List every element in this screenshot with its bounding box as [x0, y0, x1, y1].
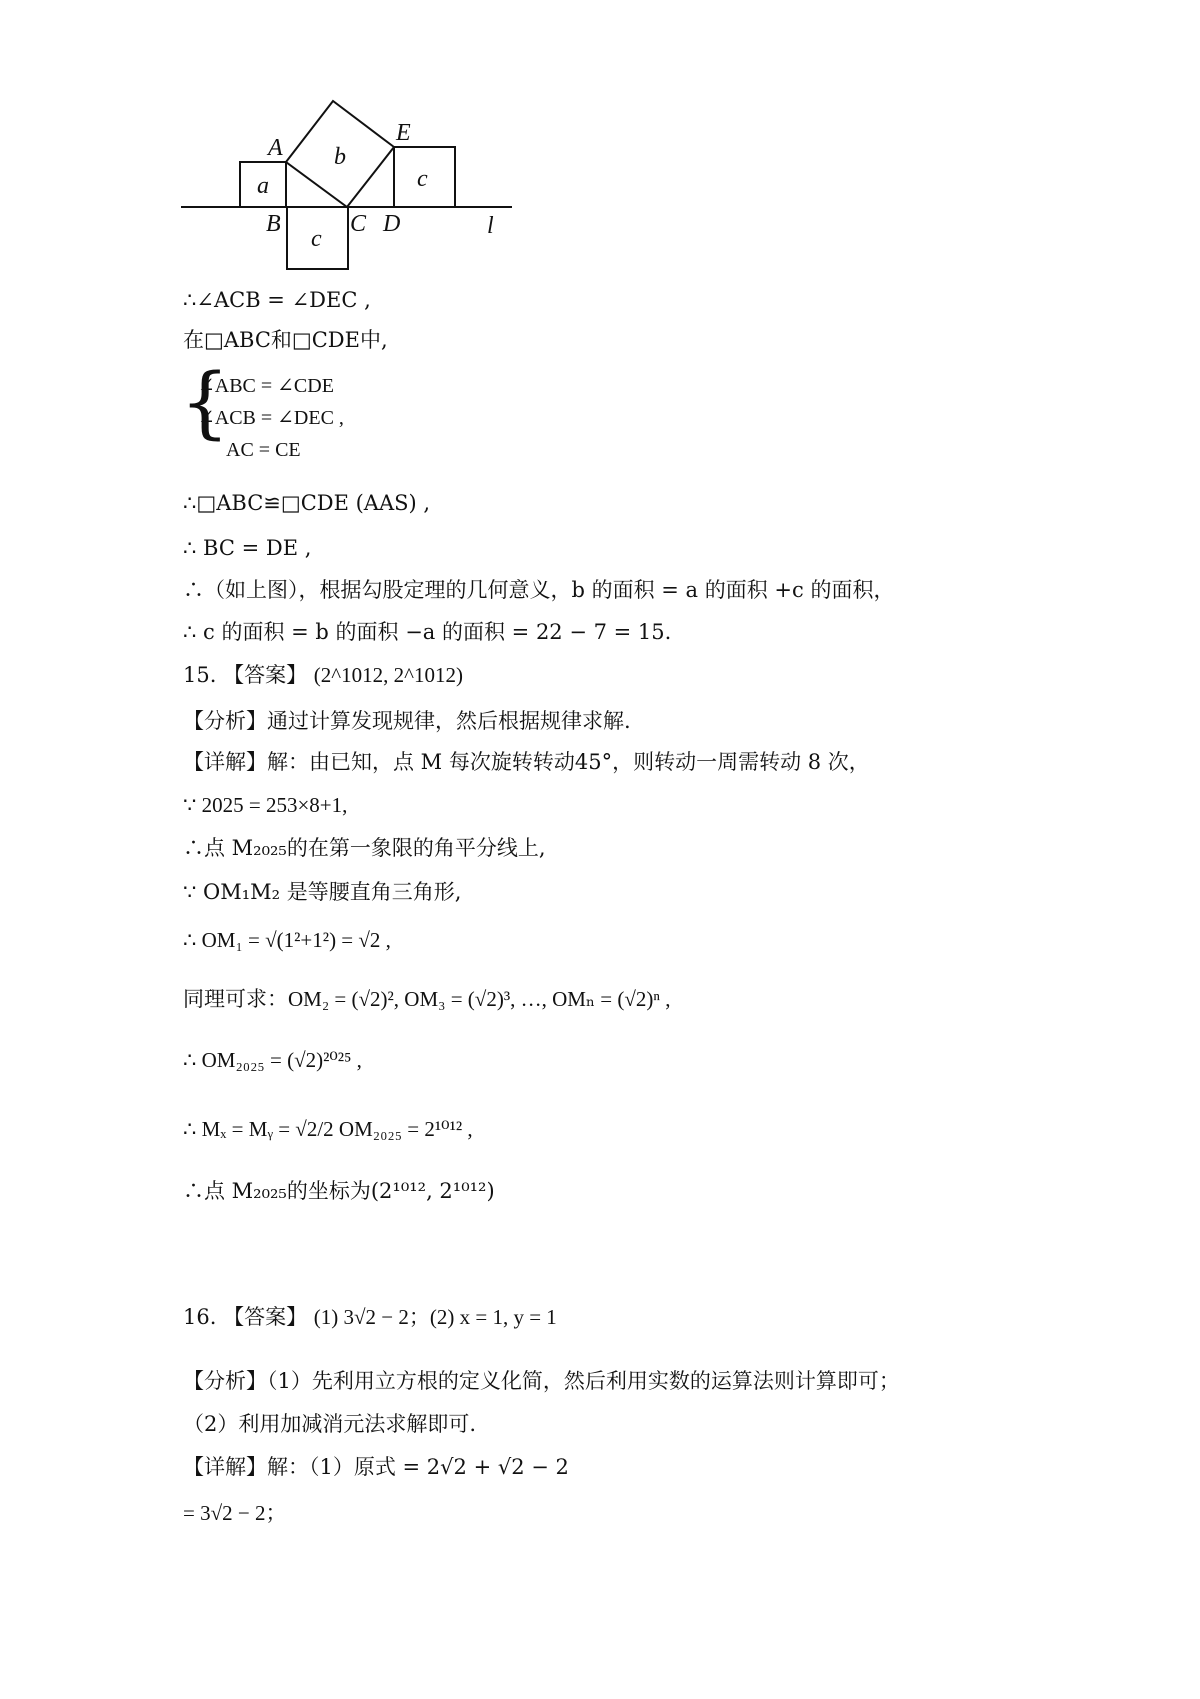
- proof-line-1: ∴∠ACB = ∠DEC ,: [183, 288, 371, 312]
- q15-line-7: ∴ Mₓ = Mᵧ = √2/2 OM₂₀₂₅ = 2¹⁰¹² ,: [183, 1117, 473, 1141]
- q15-line-4: ∴ OM₁ = √(1²+1²) = √2 ,: [183, 928, 391, 952]
- proof-line-5: ∴（如上图），根据勾股定理的几何意义，b 的面积 = a 的面积 +c 的面积，: [183, 578, 895, 602]
- q16-analysis-1: 【分析】（1）先利用立方根的定义化简，然后利用实数的运算法则计算即可；: [183, 1369, 900, 1393]
- label-C: C: [350, 211, 367, 237]
- label-E: E: [396, 120, 411, 146]
- q15-answer: (2^1012, 2^1012): [313, 663, 463, 687]
- q16-answer-prefix: 16. 【答案】: [183, 1305, 308, 1329]
- q16-result: = 3√2 − 2；: [183, 1501, 287, 1525]
- left-brace: {: [180, 358, 230, 448]
- q15-line-5: 同理可求：OM₂ = (√2)², OM₃ = (√2)³, …, OMₙ = (√2)ⁿ ,: [183, 987, 671, 1011]
- pythagoras-figure: [0, 0, 1200, 290]
- q16-detail: 【详解】解：（1）原式 = 2√2 + √2 − 2: [183, 1455, 569, 1479]
- label-b: b: [334, 144, 346, 170]
- label-l: l: [487, 213, 494, 239]
- q16-answer: (1) 3√2 − 2；(2) x = 1, y = 1: [313, 1305, 557, 1329]
- label-D: D: [383, 211, 401, 237]
- q16-analysis-2: （2）利用加减消元法求解即可.: [183, 1412, 477, 1436]
- label-c-top: c: [417, 166, 428, 192]
- q15-answer-line: [183, 660, 463, 690]
- proof-line-4: ∴ BC = DE ,: [183, 536, 312, 560]
- q15-detail: 【详解】解：由已知，点 M 每次旋转转动45°，则转动一周需转动 8 次，: [183, 750, 870, 774]
- label-B: B: [266, 211, 281, 237]
- proof-line-6: ∴ c 的面积 = b 的面积 −a 的面积 = 22 − 7 = 15.: [183, 620, 672, 644]
- label-A: A: [268, 135, 283, 161]
- q16-answer-line: [183, 1302, 557, 1332]
- q15-line-3: ∵ OM₁M₂ 是等腰直角三角形,: [183, 880, 462, 904]
- proof-line-2: 在□ABC和□CDE中,: [183, 328, 388, 352]
- q15-line-2: ∴点 M₂₀₂₅的在第一象限的角平分线上,: [183, 836, 546, 860]
- system-row-2: ∠ACB = ∠DEC ,: [198, 407, 344, 429]
- system-row-3: AC = CE: [226, 439, 301, 461]
- q15-line-1: ∵ 2025 = 253×8+1,: [183, 793, 348, 817]
- q15-analysis: 【分析】通过计算发现规律，然后根据规律求解.: [183, 709, 631, 733]
- q15-line-6: ∴ OM₂₀₂₅ = (√2)²⁰²⁵ ,: [183, 1048, 362, 1072]
- system-row-1: ∠ABC = ∠CDE: [198, 375, 334, 397]
- label-c-bottom: c: [311, 226, 322, 252]
- q15-answer-prefix: 15. 【答案】: [183, 663, 308, 687]
- label-a: a: [257, 173, 269, 199]
- q15-line-8: ∴点 M₂₀₂₅的坐标为(2¹⁰¹², 2¹⁰¹²): [183, 1179, 495, 1203]
- proof-line-3: ∴□ABC≌□CDE (AAS) ,: [183, 491, 431, 515]
